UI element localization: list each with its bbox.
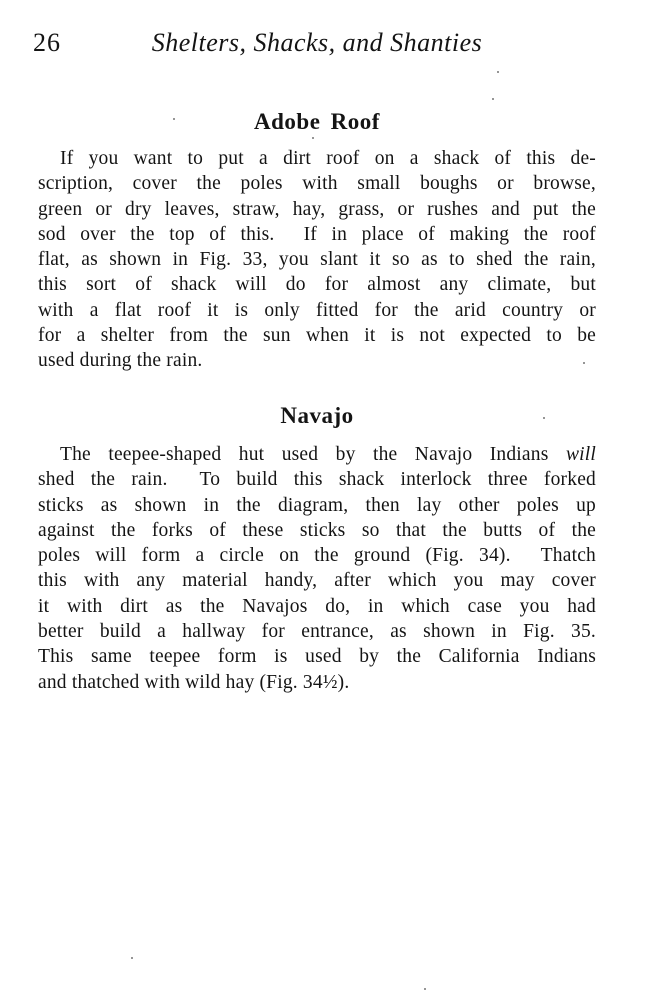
scan-speck bbox=[543, 417, 545, 419]
text-line: shed the rain. To build this shack interlock three forked bbox=[38, 469, 596, 491]
text-line: for a shelter from the sun when it is not expected to be bbox=[38, 325, 596, 347]
text-line: poles will form a circle on the ground (Fig. 34). Thatch bbox=[38, 545, 596, 567]
scan-speck bbox=[312, 137, 314, 139]
section-heading-navajo: Navajo bbox=[280, 403, 354, 428]
scan-speck bbox=[497, 71, 499, 73]
scan-speck bbox=[131, 957, 133, 959]
text-line: flat, as shown in Fig. 33, you slant it so as to shed the rain, bbox=[38, 249, 596, 271]
text-line: this with any material handy, after which you may cover bbox=[38, 570, 596, 592]
scan-speck bbox=[424, 988, 426, 990]
scan-speck bbox=[583, 362, 585, 364]
text-line: used during the rain. bbox=[38, 350, 203, 372]
running-title: Shelters, Shacks, and Shanties bbox=[151, 28, 483, 57]
text-line: scription, cover the poles with small boughs or browse, bbox=[38, 173, 596, 195]
text-line: with a flat roof it is only fitted for the arid country or bbox=[38, 299, 596, 321]
scan-speck bbox=[492, 98, 494, 100]
scan-speck bbox=[173, 118, 175, 120]
text-line: this sort of shack will do for almost any climate, but bbox=[38, 274, 596, 296]
text-line: If you want to put a dirt roof on a shack of this de- bbox=[60, 148, 596, 169]
text-line: This same teepee form is used by the California Indians bbox=[38, 646, 596, 668]
section-heading-adobe-roof: Adobe Roof bbox=[254, 109, 380, 134]
text-line: it with dirt as the Navajos do, in which case you had bbox=[38, 595, 596, 617]
text-line: better build a hallway for entrance, as shown in Fig. 35. bbox=[38, 621, 596, 643]
page-number: 26 bbox=[33, 28, 61, 57]
text-line: and thatched with wild hay (Fig. 34½). bbox=[38, 671, 350, 693]
paragraph-adobe-roof bbox=[38, 146, 596, 374]
text-line: The teepee-shaped hut used by the Navajo Indians will bbox=[60, 444, 596, 465]
paragraph-navajo bbox=[38, 442, 596, 695]
text-line: against the forks of these sticks so that the butts of the bbox=[38, 519, 596, 541]
text-line: green or dry leaves, straw, hay, grass, or rushes and put the bbox=[38, 198, 596, 220]
text-line: sod over the top of this. If in place of making the roof bbox=[38, 223, 596, 245]
text-line: sticks as shown in the diagram, then lay other poles up bbox=[38, 494, 596, 516]
running-head bbox=[33, 27, 601, 59]
